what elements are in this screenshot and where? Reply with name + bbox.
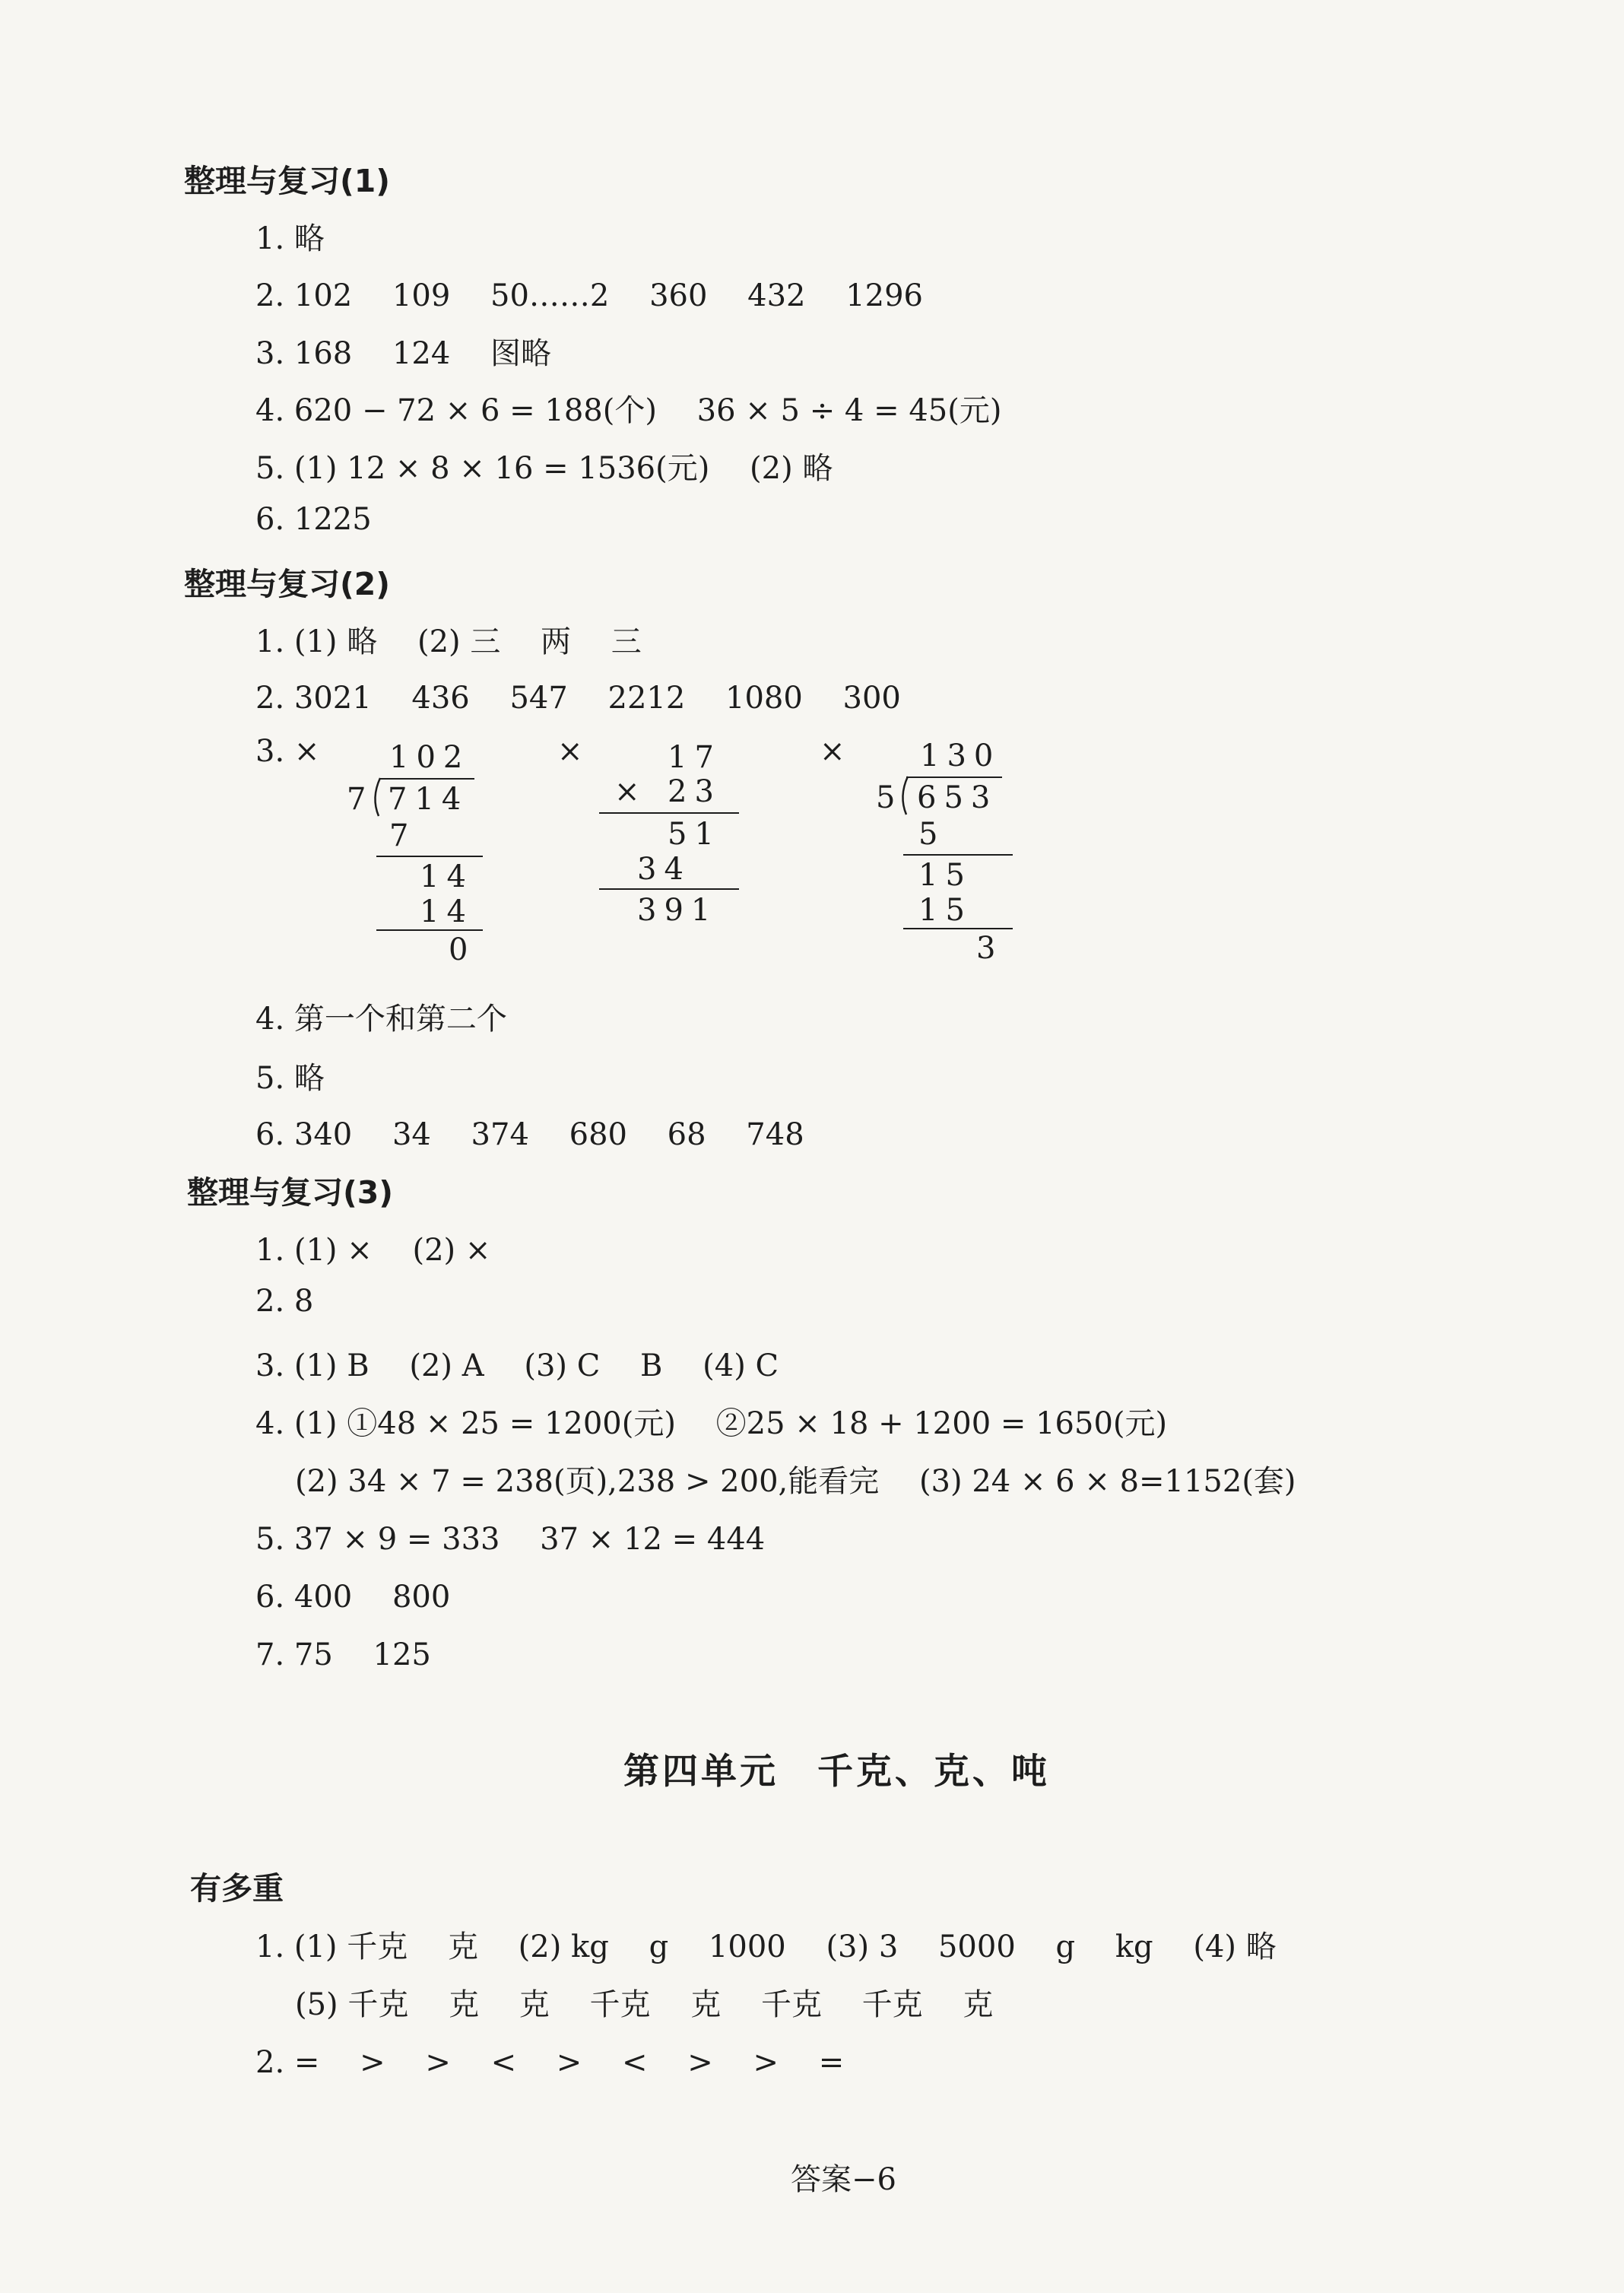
rule-line [376, 856, 483, 857]
long-division-1 [342, 738, 494, 973]
rule-line [903, 854, 1013, 856]
q3-mark-3: × [820, 734, 845, 769]
rule-line [599, 888, 739, 890]
answer-line: 1. (1) 千克 克 (2) kg g 1000 (3) 3 5000 g kg (4) 略 [255, 1929, 1277, 1964]
unit-title: 第四单元 千克、克、吨 [623, 1751, 1050, 1793]
partial-product: 14 [420, 894, 474, 929]
division-bar [906, 777, 1002, 778]
divisor: 7 [347, 782, 374, 817]
answer-line: 1. (1) 略 (2) 三 两 三 [255, 624, 642, 659]
partial-remainder: 14 [420, 859, 474, 894]
answer-line: 4. 620 − 72 × 6 = 188(个) 36 × 5 ÷ 4 = 45(元) [255, 393, 1002, 428]
answer-line: (5) 千克 克 克 千克 克 千克 千克 克 [295, 1987, 994, 2022]
answer-line: 4. (1) ①48 × 25 = 1200(元) ②25 × 18 + 1200 = 1650(元) [255, 1406, 1168, 1441]
partial-product: 15 [918, 893, 972, 928]
answer-line: (2) 34 × 7 = 238(页),238 > 200,能看完 (3) 24 × 6 × 8=1152(套) [295, 1464, 1296, 1499]
remainder: 0 [449, 932, 476, 967]
answer-line: 3. 168 124 图略 [255, 336, 552, 371]
partial-product: 34 [637, 852, 691, 887]
answer-line: 4. 第一个和第二个 [255, 1002, 507, 1037]
answer-line: 6. 340 34 374 680 68 748 [255, 1117, 804, 1152]
partial-product: 51 [668, 817, 722, 852]
answer-line: 1. 略 [255, 221, 325, 256]
partial-product: 7 [389, 818, 417, 853]
rule-line [376, 929, 483, 931]
section-title-weight: 有多重 [190, 1870, 284, 1907]
answer-line: 2. 8 [255, 1284, 314, 1319]
answer-line: 6. 400 800 [255, 1580, 451, 1615]
vertical-multiplication [593, 738, 745, 943]
partial-product: 5 [918, 817, 946, 852]
answer-line: 5. (1) 12 × 8 × 16 = 1536(元) (2) 略 [255, 451, 833, 486]
divisor: 5 [876, 780, 903, 815]
product: 391 [637, 893, 718, 928]
section-title-review-2: 整理与复习(2) [184, 566, 391, 602]
answer-line: 2. 102 109 50……2 360 432 1296 [255, 278, 923, 313]
dividend: 714 [388, 782, 469, 817]
remainder: 3 [976, 931, 1004, 966]
quotient: 102 [389, 740, 471, 775]
answer-line: 5. 略 [255, 1061, 325, 1096]
rule-line [903, 928, 1013, 929]
section-title-review-3: 整理与复习(3) [187, 1174, 394, 1211]
answer-line: 7. 75 125 [255, 1637, 431, 1672]
answer-line: 3. (1) B (2) A (3) C B (4) C [255, 1348, 779, 1383]
multiplier: 23 [668, 774, 722, 809]
rule-line [599, 812, 739, 814]
answer-line: 2. = > > < > < > > = [255, 2045, 845, 2080]
answer-line: 1. (1) × (2) × [255, 1233, 491, 1268]
answer-line: 2. 3021 436 547 2212 1080 300 [255, 681, 901, 716]
section-title-review-1: 整理与复习(1) [184, 163, 391, 199]
page-number: 答案−6 [791, 2162, 896, 2197]
long-division-2 [867, 736, 1019, 972]
division-bar [380, 778, 474, 780]
q3-mark-2: × [557, 734, 583, 769]
quotient: 130 [920, 738, 1001, 773]
q3-label: 3. × [255, 734, 320, 769]
times-sign: × [614, 774, 648, 809]
answer-line: 5. 37 × 9 = 333 37 × 12 = 444 [255, 1522, 766, 1557]
partial-remainder: 15 [918, 858, 972, 893]
multiplicand: 17 [668, 740, 722, 775]
answer-line: 6. 1225 [255, 502, 372, 537]
dividend: 653 [917, 780, 998, 815]
